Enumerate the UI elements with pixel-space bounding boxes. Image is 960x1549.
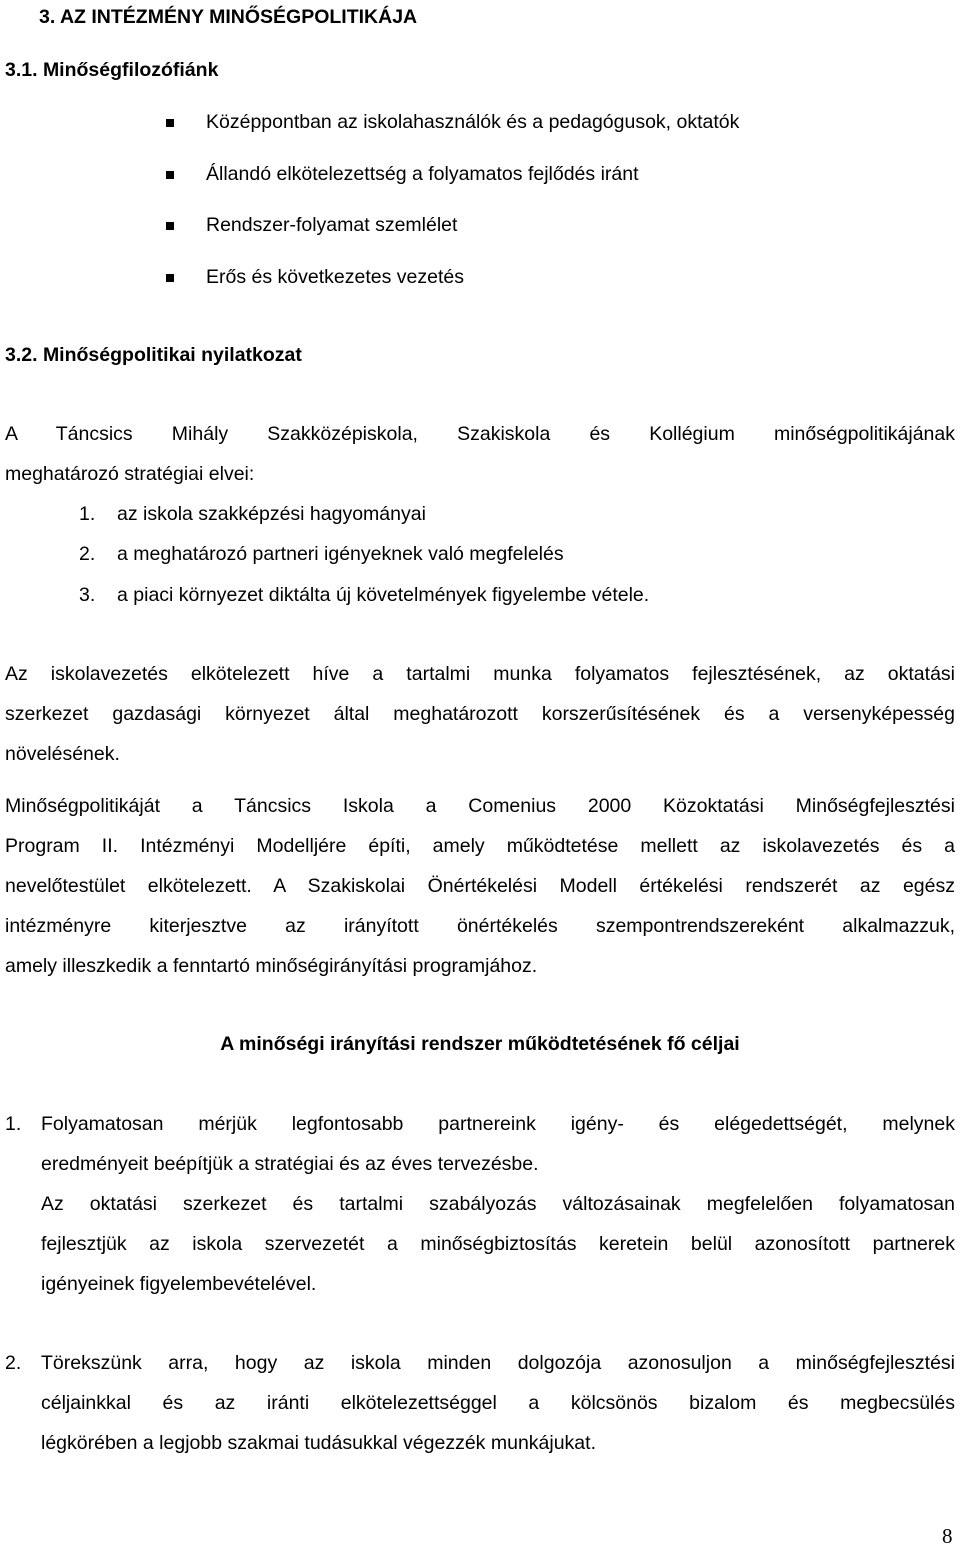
principle-text: a piaci környezet diktálta új követelmények figyelembe vétele. xyxy=(117,584,650,606)
principle-number: 1. xyxy=(79,503,96,525)
paragraph-line: Program II. Intézményi Modelljére építi, amely működtetése mellett az iskolavezetés és a xyxy=(5,835,955,857)
principle-number: 2. xyxy=(79,543,96,565)
page-number: 8 xyxy=(942,1524,953,1548)
section-3-1-heading: 3.1. Minőségfilozófiánk xyxy=(5,59,219,81)
goal-line: fejlesztjük az iskola szervezetét a minőségbiztosítás keretein belül azonosított partnerek xyxy=(41,1233,955,1255)
paragraph-line: intézményre kiterjesztve az irányított önértékelés szempontrendszereként alkalmazzuk, xyxy=(5,915,955,937)
bullet-text: Állandó elkötelezettség a folyamatos fejlődés iránt xyxy=(206,163,639,185)
square-bullet-icon xyxy=(166,222,174,230)
goal-line: Az oktatási szerkezet és tartalmi szabályozás változásainak megfelelően folyamatosan xyxy=(41,1193,955,1215)
goal-line: légkörében a legjobb szakmai tudásukkal végezzék munkájukat. xyxy=(41,1432,596,1454)
principle-number: 3. xyxy=(79,584,96,606)
paragraph-line: Minőségpolitikáját a Táncsics Iskola a Comenius 2000 Közoktatási Minőségfejlesztési xyxy=(5,795,955,817)
goals-heading: A minőségi irányítási rendszer működtetésének fő céljai xyxy=(220,1033,740,1055)
section-3-2-heading: 3.2. Minőségpolitikai nyilatkozat xyxy=(5,344,302,366)
intro-line: A Táncsics Mihály Szakközépiskola, Szakiskola és Kollégium minőségpolitikájának xyxy=(5,423,955,445)
paragraph-line: nevelőtestület elkötelezett. A Szakiskolai Önértékelési Modell értékelési rendszerét az egész xyxy=(5,875,955,897)
intro-line: meghatározó stratégiai elvei: xyxy=(5,463,255,485)
square-bullet-icon xyxy=(166,119,174,127)
goal-line: Folyamatosan mérjük legfontosabb partnereink igény- és elégedettségét, melynek xyxy=(41,1113,955,1135)
principle-text: a meghatározó partneri igényeknek való megfelelés xyxy=(117,543,564,565)
section-3-heading: 3. AZ INTÉZMÉNY MINŐSÉGPOLITIKÁJA xyxy=(39,6,418,28)
principle-text: az iskola szakképzési hagyományai xyxy=(117,503,426,525)
bullet-text: Középpontban az iskolahasználók és a pedagógusok, oktatók xyxy=(206,111,740,133)
goal-number: 2. xyxy=(5,1352,22,1374)
square-bullet-icon xyxy=(166,274,174,282)
paragraph-line: növelésének. xyxy=(5,743,120,765)
square-bullet-icon xyxy=(166,171,174,179)
bullet-text: Rendszer-folyamat szemlélet xyxy=(206,214,458,236)
paragraph-line: amely illeszkedik a fenntartó minőségirányítási programjához. xyxy=(5,955,538,977)
goal-line: céljainkkal és az iránti elkötelezettséggel a kölcsönös bizalom és megbecsülés xyxy=(41,1392,955,1414)
goal-line: igényeinek figyelembevételével. xyxy=(41,1273,317,1295)
paragraph-line: szerkezet gazdasági környezet által meghatározott korszerűsítésének és a versenyképesség xyxy=(5,703,955,725)
paragraph-line: Az iskolavezetés elkötelezett híve a tartalmi munka folyamatos fejlesztésének, az oktatási xyxy=(5,663,955,685)
bullet-text: Erős és következetes vezetés xyxy=(206,266,464,288)
goal-line: eredményeit beépítjük a stratégiai és az éves tervezésbe. xyxy=(41,1153,539,1175)
goal-number: 1. xyxy=(5,1113,22,1135)
goal-line: Törekszünk arra, hogy az iskola minden dolgozója azonosuljon a minőségfejlesztési xyxy=(41,1352,955,1374)
